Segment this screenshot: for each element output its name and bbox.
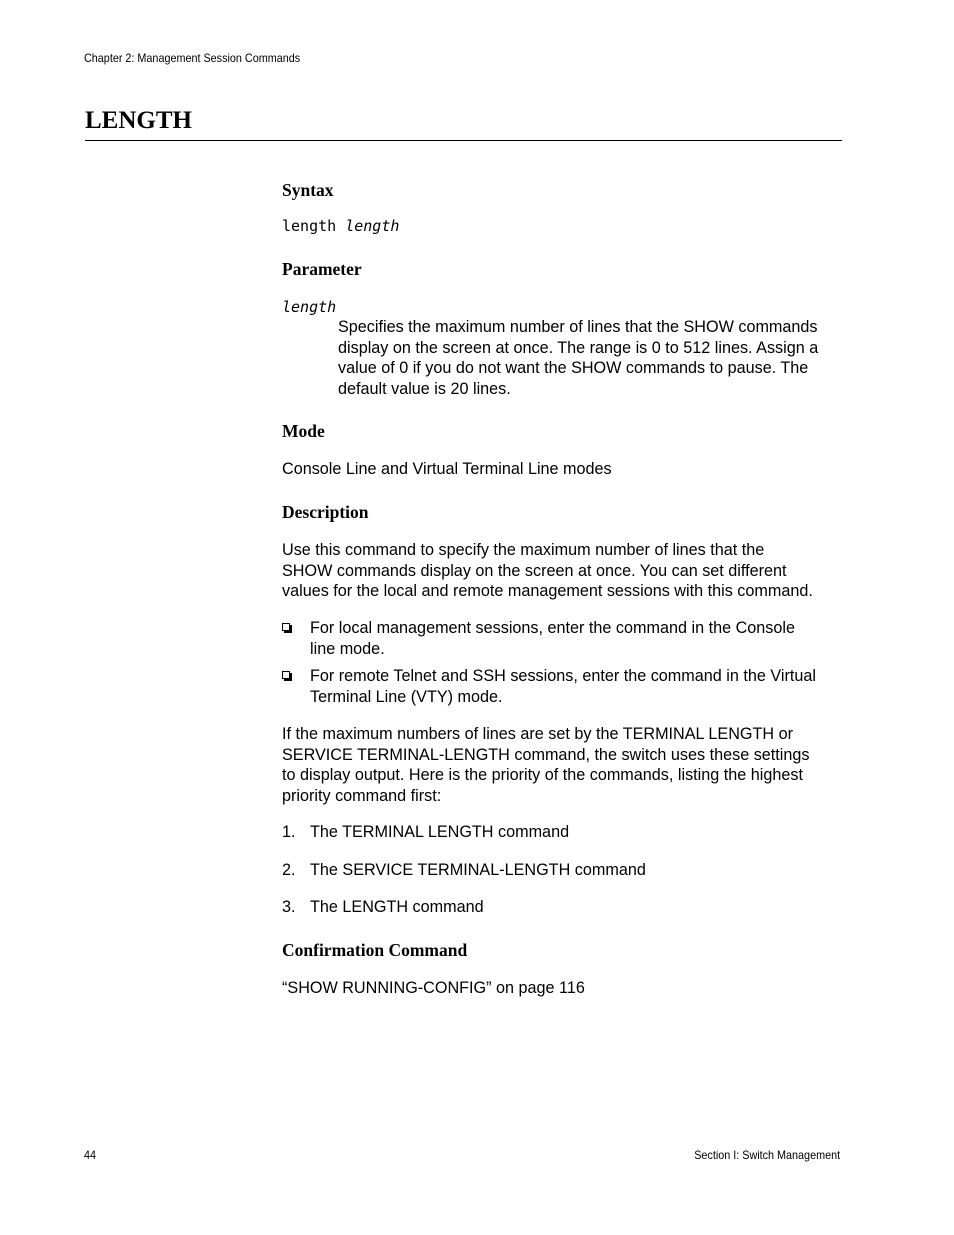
item-number: 3. xyxy=(282,898,296,916)
running-header: Chapter 2: Management Session Commands xyxy=(84,51,301,65)
parameter-description xyxy=(338,317,818,399)
title-rule xyxy=(85,140,842,141)
description-intro xyxy=(282,540,813,602)
bullet-line: For remote Telnet and SSH sessions, enter the command in the Virtual xyxy=(310,667,816,685)
description-heading: Description xyxy=(282,502,369,522)
parameter-heading: Parameter xyxy=(282,259,362,279)
mode-heading: Mode xyxy=(282,421,325,441)
page-number: 44 xyxy=(84,1148,97,1162)
page-title: LENGTH xyxy=(85,107,192,134)
checkbox-bullet-icon xyxy=(282,671,290,679)
priority-line: to display output. Here is the priority of the commands, listing the highest xyxy=(282,766,803,784)
checkbox-bullet-icon xyxy=(282,623,290,631)
bullet-line: For local management sessions, enter the command in the Console xyxy=(310,619,795,637)
priority-line: SERVICE TERMINAL-LENGTH command, the switch uses these settings xyxy=(282,745,810,764)
syntax-heading: Syntax xyxy=(282,180,334,200)
parameter-description-line: value of 0 if you do not want the SHOW commands to pause. The xyxy=(338,359,809,377)
mode-text: Console Line and Virtual Terminal Line modes xyxy=(282,460,612,478)
bullet-line: line mode. xyxy=(310,639,385,658)
confirmation-heading: Confirmation Command xyxy=(282,940,468,960)
syntax-command: length xyxy=(282,217,337,235)
item-text: The LENGTH command xyxy=(310,898,484,916)
parameter-name: length xyxy=(282,298,337,316)
bullet-line: Terminal Line (VTY) mode. xyxy=(310,687,503,706)
priority-line: If the maximum numbers of lines are set by the TERMINAL LENGTH or xyxy=(282,725,793,743)
description-intro-line: Use this command to specify the maximum number of lines that the xyxy=(282,541,765,559)
item-text: The TERMINAL LENGTH command xyxy=(310,823,570,841)
item-text: The SERVICE TERMINAL-LENGTH command xyxy=(310,861,646,879)
description-intro-line: values for the local and remote management sessions with this command. xyxy=(282,582,813,600)
item-number: 2. xyxy=(282,861,296,879)
description-intro-line: SHOW commands display on the screen at once. You can set different xyxy=(282,561,787,580)
footer-section: Section I: Switch Management xyxy=(694,1148,840,1162)
priority-line: priority command first: xyxy=(282,786,442,805)
bullet-text xyxy=(310,666,816,707)
bullet-text xyxy=(310,618,795,659)
item-number: 1. xyxy=(282,823,296,841)
parameter-description-line: Specifies the maximum number of lines that the SHOW commands xyxy=(338,318,818,336)
parameter-description-line: display on the screen at once. The range is 0 to 512 lines. Assign a xyxy=(338,338,819,357)
syntax-line xyxy=(282,216,399,236)
parameter-description-line: default value is 20 lines. xyxy=(338,379,511,398)
priority-paragraph xyxy=(282,724,809,806)
syntax-argument: length xyxy=(345,217,400,235)
confirmation-link[interactable]: “SHOW RUNNING-CONFIG” on page 116 xyxy=(282,979,585,997)
